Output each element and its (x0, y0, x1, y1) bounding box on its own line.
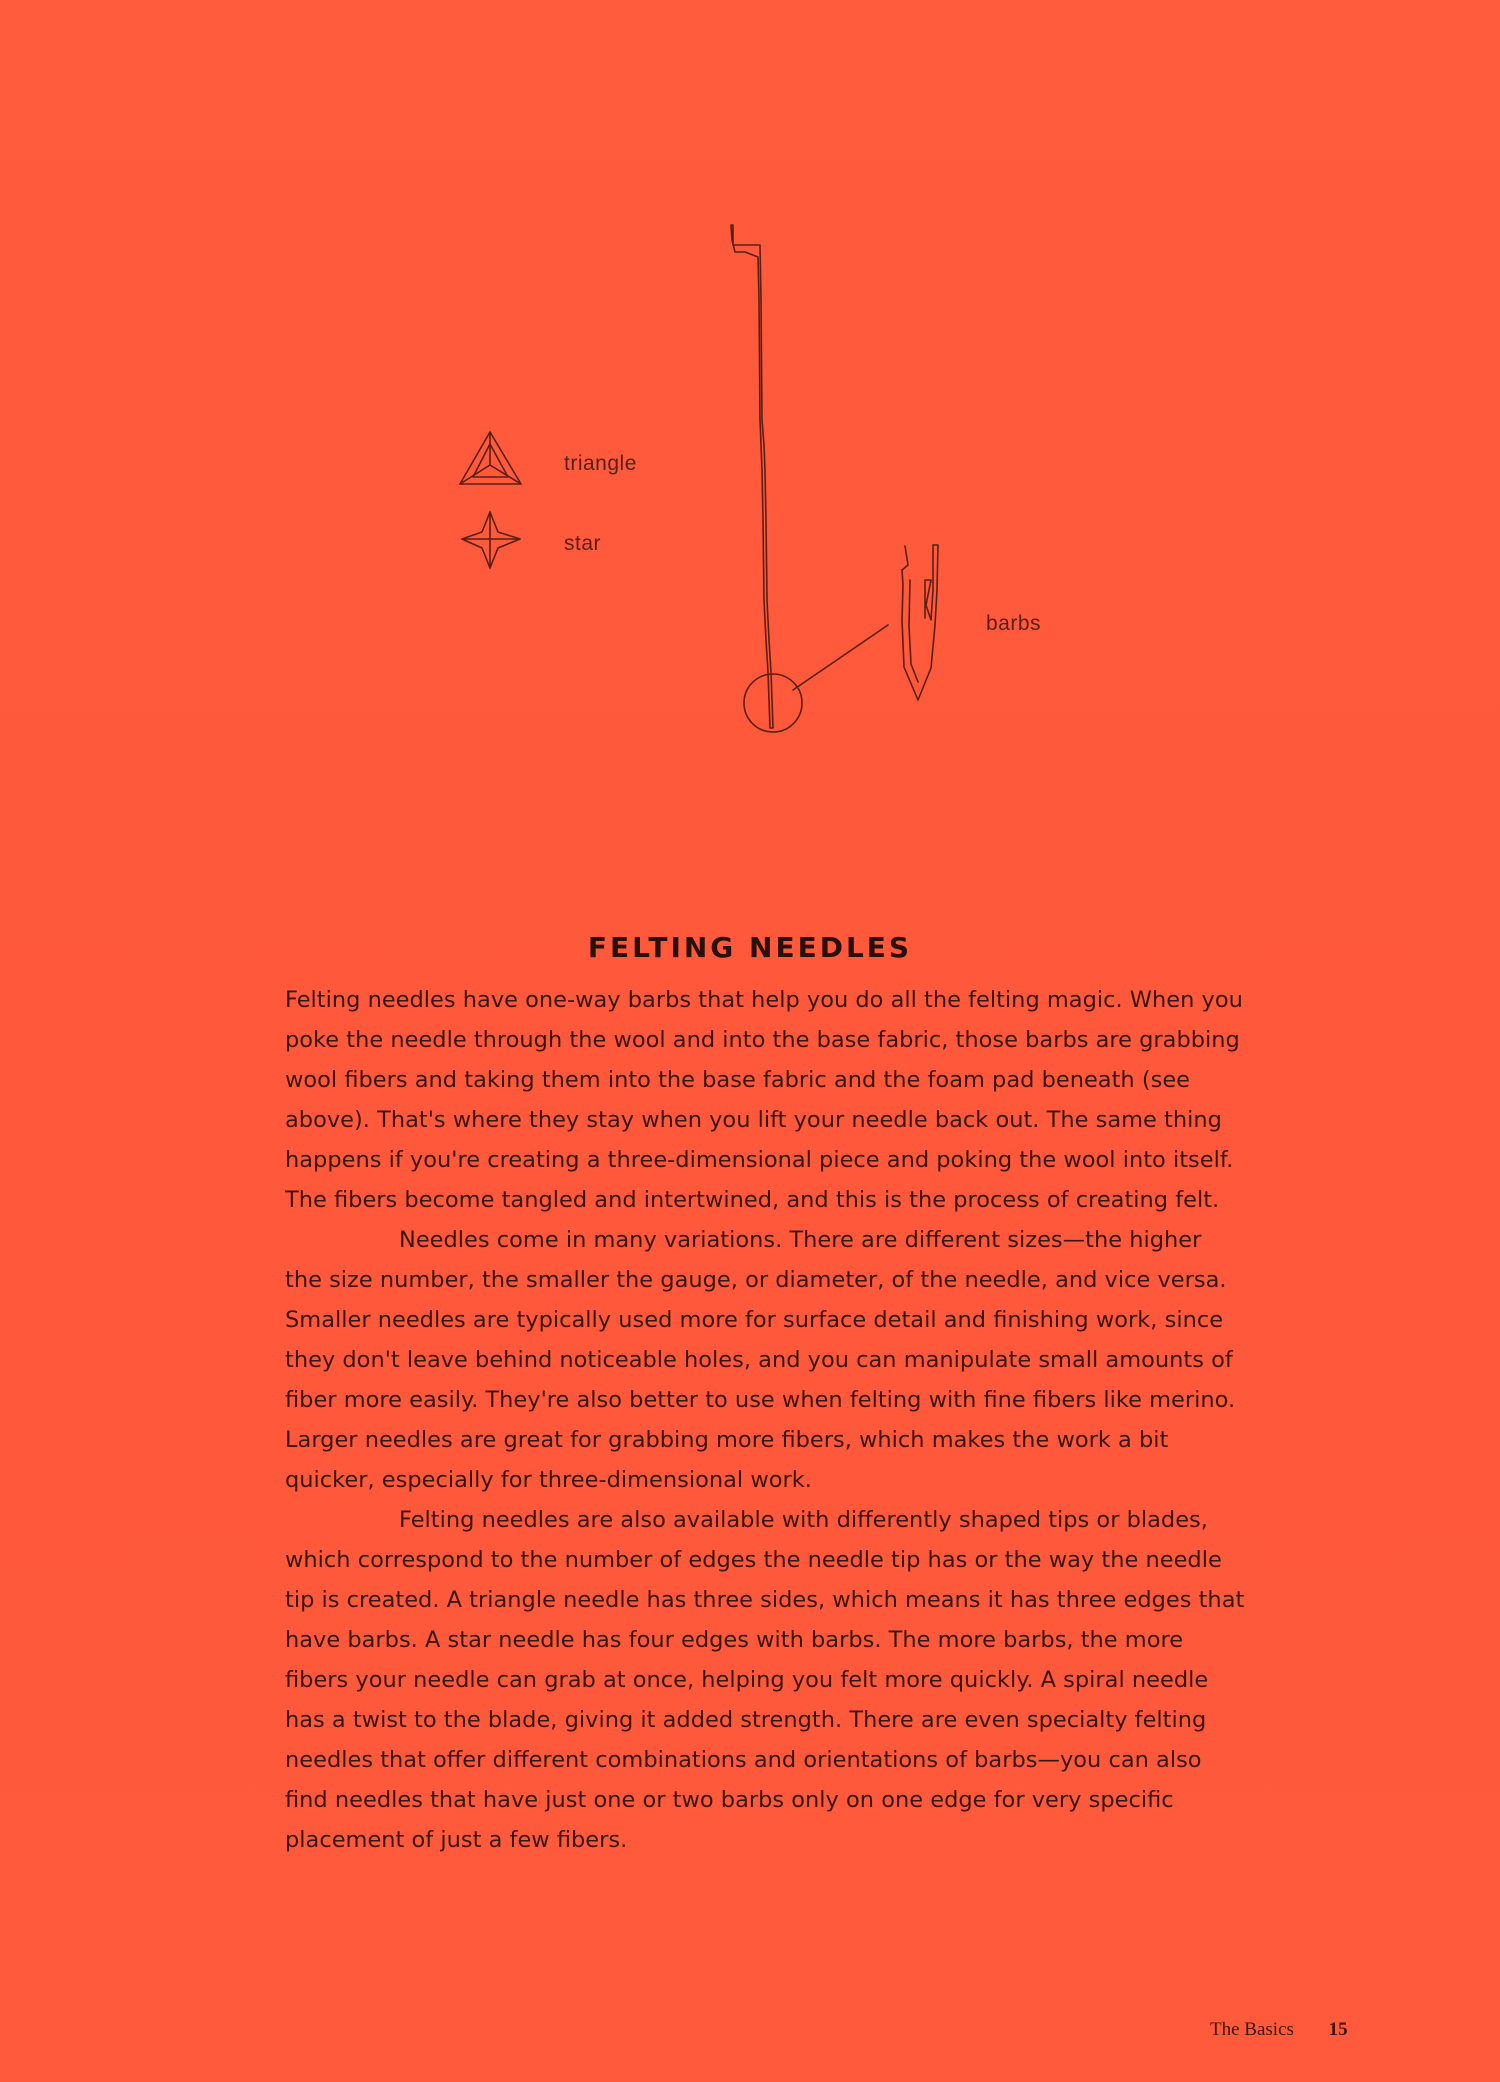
page-footer (1210, 2019, 1348, 2041)
paragraph: Felting needles have one-way barbs that help you do all the felting magic. When you poke the needle through the wool and into the base fabric, those barbs are grabbing wool fibers and taking them into the base fabric and the foam pad beneath (see above). That's where they stay when you lift your needle back out. The same thing happens if you're creating a three-dimensional piece and poking the wool into itself. The fibers become tangled and intertwined, and this is the process of creating felt. (285, 987, 1243, 1213)
barb-leader-line (793, 625, 888, 690)
felting-needle-diagram (0, 0, 1500, 800)
footer-section-title: The Basics (1210, 2019, 1294, 2040)
needle-icon (731, 225, 773, 728)
page-number: 15 (1328, 2019, 1348, 2040)
section-heading: FELTING NEEDLES (587, 930, 913, 964)
triangle-label: triangle (564, 452, 637, 475)
barb-detail-icon (902, 545, 938, 700)
body-text (285, 980, 1245, 1860)
star-cross-section-icon (462, 512, 520, 568)
paragraph: Felting needles are also available with differently shaped tips or blades, which correspond to the number of edges the needle tip has or the way the needle tip is created. A triangle needle has three sides, which means it has three edges that have barbs. A star needle has four edges with barbs. The more barbs, the more fibers your needle can grab at once, helping you felt more quickly. A spiral needle has a twist to the blade, giving it added strength. There are even specialty felting needles that offer different combinations and orientations of barbs—you can also find needles that have just one or two barbs only on one edge for very specific placement of just a few fibers. (285, 1507, 1245, 1853)
needle-diagram-svg (0, 0, 1500, 800)
paragraph: Needles come in many variations. There are different sizes—the higher the size number, the smaller the gauge, or diameter, of the needle, and vice versa. Smaller needles are typically used more for surface detail and finishing work, since they don't leave behind noticeable holes, and you can manipulate small amounts of fiber more easily. They're also better to use when felting with fine fibers like merino. Larger needles are great for grabbing more fibers, which makes the work a bit quicker, especially for three-dimensional work. (285, 1227, 1236, 1493)
star-label: star (564, 532, 602, 555)
barbs-label: barbs (986, 612, 1042, 635)
triangle-cross-section-icon (460, 432, 521, 484)
